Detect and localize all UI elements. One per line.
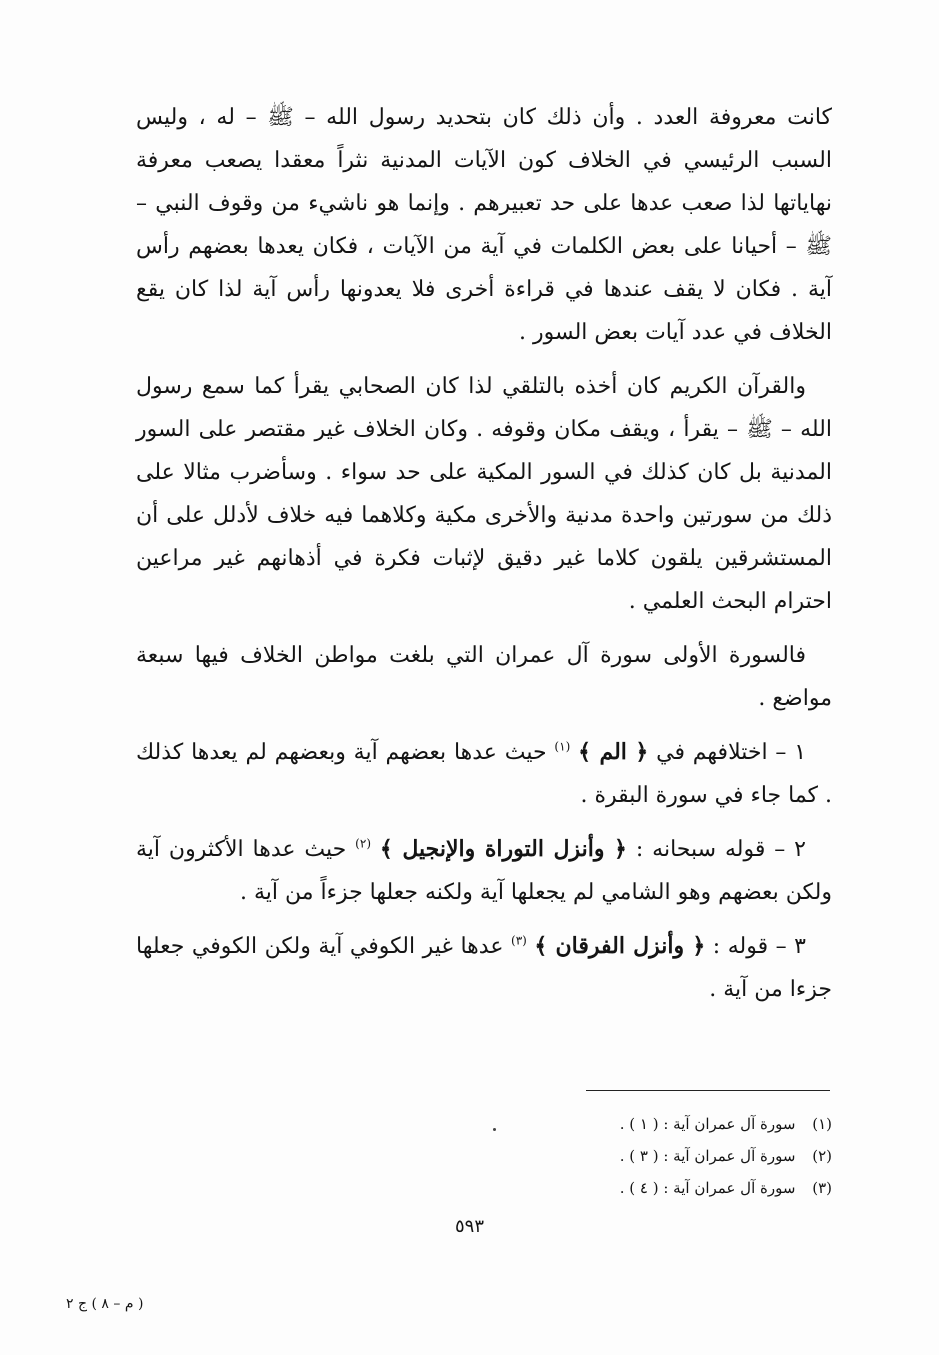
footnotes (460, 1108, 832, 1204)
footnote-number: (٢) (812, 1147, 832, 1165)
item-text: عدها غير الكوفي آية ولكن الكوفي جعلها جزءا من آية . (136, 934, 832, 1002)
footnote-1 (460, 1108, 832, 1140)
footnote-text: سورة آل عمران آية : ( ٣ ) . (619, 1147, 796, 1165)
item-text: حيث عدها بعضهم آية وبعضهم لم يعدها كذلك . كما جاء في سورة البقرة . (136, 740, 832, 808)
list-item-2 (136, 828, 832, 914)
footnote-ref[interactable]: (٣) (511, 933, 527, 948)
footnote-text: سورة آل عمران آية : ( ١ ) . (619, 1115, 796, 1133)
item-prefix: ٢ – قوله سبحانه : (635, 837, 806, 862)
paragraph-2: والقرآن الكريم كان أخذه بالتلقي لذا كان الصحابي يقرأ كما سمع رسول الله – ﷺ – يقرأ ، ويقف مكان وقوفه . وكان الخلاف غير مقتصر على السور المدنية بل كان كذلك في السور المكية على حد سواء . وسأضرب مثالا على ذلك من سورتين واحدة مدنية والأخرى مكية وكلاهما فيه خلاف لأدلل على أن المستشرقين يلقون كلاما غير دقيق لإثبات فكرة في أذهانهم غير مراعين احترام البحث العلمي . (136, 374, 832, 614)
page-number: ٥٩٣ (454, 1216, 484, 1237)
footnote-3 (460, 1172, 832, 1204)
footnote-ref[interactable]: (٢) (355, 836, 371, 851)
footnote-2 (460, 1140, 832, 1172)
verse-quote: ﴿ وأنزل الفرقان ﴾ (534, 933, 706, 959)
list-item-1 (136, 731, 832, 817)
paragraph-3: فالسورة الأولى سورة آل عمران التي بلغت مواطن الخلاف فيها سبعة مواضع . (136, 643, 832, 711)
main-text (136, 96, 832, 1022)
item-prefix: ١ – اختلافهم في (656, 740, 807, 765)
item-prefix: ٣ – قوله : (712, 934, 806, 959)
signature-mark: ( م – ٨ ) ج ٢ (66, 1296, 144, 1312)
footnote-number: (١) (812, 1115, 832, 1133)
item-text: حيث عدها الأكثرون آية ولكن بعضهم وهو الشامي لم يجعلها آية ولكنه جعلها جزءاً من آية . (136, 837, 832, 905)
footnote-divider (586, 1090, 830, 1091)
footnote-number: (٣) (812, 1179, 832, 1197)
footnote-text: سورة آل عمران آية : ( ٤ ) . (619, 1179, 796, 1197)
footnote-ref[interactable]: (١) (554, 739, 571, 754)
list-item-3 (136, 925, 832, 1011)
verse-quote: ﴿ الم ﴾ (578, 739, 649, 765)
verse-quote: ﴿ وأنزل التوراة والإنجيل ﴾ (379, 836, 627, 862)
paragraph-1: كانت معروفة العدد . وأن ذلك كان بتحديد رسول الله – ﷺ – له ، وليس السبب الرئيسي في الخلاف كون الآيات المدنية نثراً معقدا يصعب معرفة نهاياتها لذا صعب عدها على حد تعبيرهم . وإنما هو ناشيء من وقوف النبي – ﷺ – أحيانا على بعض الكلمات في آية من الآيات ، فكان يعدها بعضهم رأس آية . فكان لا يقف عندها في قراءة أخرى فلا يعدونها رأس آية لذا كان يقع الخلاف في عدد آيات بعض السور . (136, 105, 832, 345)
